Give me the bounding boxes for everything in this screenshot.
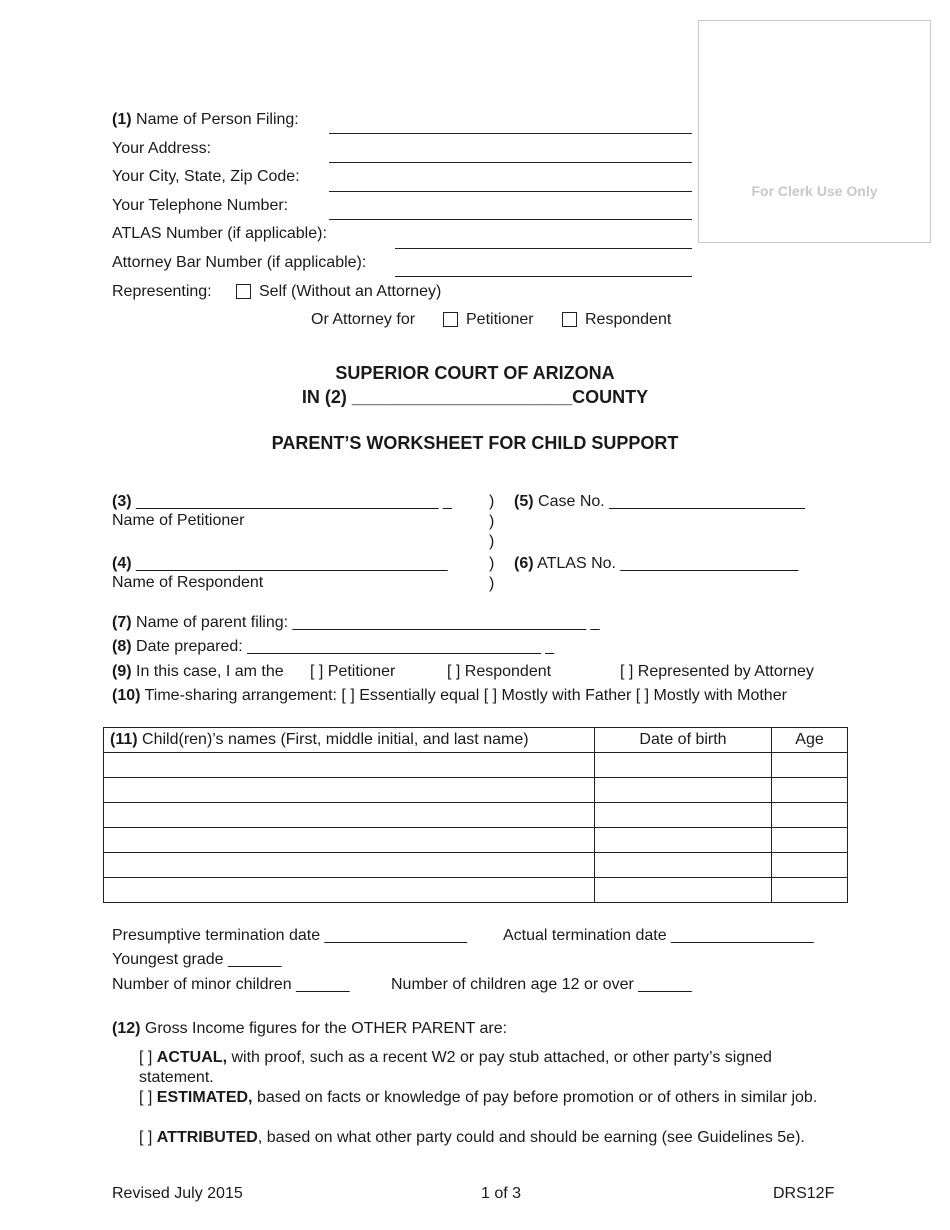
i-am-petitioner-option[interactable]: [ ] Petitioner (310, 663, 396, 680)
option-checkbox[interactable]: [ ] (139, 1089, 153, 1106)
field-number: (12) (112, 1020, 141, 1037)
child-name-cell[interactable] (104, 753, 595, 778)
atlas-no-field[interactable] (514, 555, 798, 573)
county-line: IN (2) ______________________COUNTY (301, 387, 649, 407)
attributed-income-option[interactable] (139, 1128, 849, 1148)
city-state-zip-input-line[interactable] (329, 191, 692, 192)
dob-cell[interactable] (595, 778, 772, 803)
revised-date: Revised July 2015 (112, 1185, 243, 1202)
person-filing-input-line[interactable] (329, 133, 692, 134)
field-blank: __________________________________ _ (136, 493, 452, 510)
estimated-income-option[interactable] (139, 1088, 849, 1108)
person-filing-label (112, 111, 299, 129)
field-number: (8) (112, 638, 132, 655)
option-checkbox[interactable]: [ ] (139, 1129, 153, 1146)
respondent-label: Respondent (585, 311, 672, 328)
field-number: (10) (112, 687, 141, 704)
age-cell[interactable] (772, 778, 848, 803)
age-cell[interactable] (772, 853, 848, 878)
representing-label: Representing: (112, 283, 212, 300)
dob-header: Date of birth (595, 728, 772, 753)
child-name-header (104, 728, 595, 753)
table-row (104, 853, 848, 878)
age-header: Age (772, 728, 848, 753)
date-prepared-field[interactable] (112, 638, 554, 656)
field-label: Name of parent filing: _________________________________ _ (136, 614, 600, 631)
time-sharing-field[interactable] (112, 687, 787, 705)
self-checkbox[interactable] (236, 284, 251, 299)
i-am-the-label (112, 663, 284, 681)
field-number: (7) (112, 614, 132, 631)
atlas-number-label: ATLAS Number (if applicable): (112, 225, 327, 242)
dob-cell[interactable] (595, 753, 772, 778)
option-description: based on facts or knowledge of pay before promotion or of others in similar job. (256, 1089, 818, 1106)
petitioner-name-label: Name of Petitioner (112, 512, 245, 529)
caption-paren: ) (489, 513, 495, 530)
page-number: 1 of 3 (481, 1185, 522, 1202)
case-number-field[interactable] (514, 493, 805, 511)
field-number: (5) (514, 493, 534, 510)
age-cell[interactable] (772, 803, 848, 828)
child-name-cell[interactable] (104, 853, 595, 878)
table-header-row (104, 728, 848, 753)
address-label: Your Address: (112, 140, 212, 157)
field-label: ATLAS No. ____________________ (537, 555, 799, 572)
children-over-12-field[interactable]: Number of children age 12 or over ______ (391, 976, 692, 993)
clerk-use-box (698, 20, 931, 243)
caption-paren: ) (489, 533, 495, 550)
field-label: Time-sharing arrangement: [ ] Essentially equal [ ] Mostly with Father [ ] Mostly with Mother (144, 687, 787, 704)
petitioner-label: Petitioner (466, 311, 534, 328)
or-attorney-label: Or Attorney for (311, 311, 416, 328)
child-name-cell[interactable] (104, 803, 595, 828)
attorney-bar-input-line[interactable] (395, 276, 692, 277)
attorney-bar-label: Attorney Bar Number (if applicable): (112, 254, 367, 271)
respondent-checkbox[interactable] (562, 312, 577, 327)
actual-income-option[interactable] (139, 1048, 849, 1088)
income-heading (112, 1020, 507, 1038)
petitioner-name-line[interactable] (112, 493, 452, 511)
table-row (104, 878, 848, 903)
caption-paren: ) (489, 493, 495, 510)
dob-cell[interactable] (595, 828, 772, 853)
child-name-cell[interactable] (104, 778, 595, 803)
field-label: In this case, I am the (136, 663, 284, 680)
field-label: Case No. ______________________ (538, 493, 805, 510)
caption-paren: ) (489, 555, 495, 572)
form-code: DRS12F (773, 1185, 835, 1202)
header-label: Child(ren)’s names (First, middle initial, and last name) (142, 731, 529, 748)
children-table (103, 727, 848, 903)
field-number: (1) (112, 111, 132, 128)
table-row (104, 803, 848, 828)
telephone-input-line[interactable] (329, 219, 692, 220)
dob-cell[interactable] (595, 853, 772, 878)
option-title: ACTUAL, (156, 1049, 228, 1066)
clerk-use-label: For Clerk Use Only (751, 183, 878, 199)
field-number: (9) (112, 663, 132, 680)
table-row (104, 778, 848, 803)
respondent-name-line[interactable] (112, 555, 447, 573)
option-title: ATTRIBUTED (156, 1129, 258, 1146)
age-cell[interactable] (772, 878, 848, 903)
parent-filing-field[interactable] (112, 614, 600, 632)
age-cell[interactable] (772, 828, 848, 853)
option-description: , based on what other party could and should be earning (see Guidelines 5e). (257, 1129, 805, 1146)
field-blank: ___________________________________ (136, 555, 448, 572)
address-input-line[interactable] (329, 162, 692, 163)
telephone-label: Your Telephone Number: (112, 197, 289, 214)
youngest-grade-field[interactable]: Youngest grade ______ (112, 951, 282, 968)
represented-by-attorney-option[interactable]: [ ] Represented by Attorney (620, 663, 814, 680)
table-row (104, 753, 848, 778)
option-checkbox[interactable]: [ ] (139, 1049, 153, 1066)
field-number: (4) (112, 555, 132, 572)
city-state-zip-label: Your City, State, Zip Code: (112, 168, 300, 185)
field-label: Gross Income figures for the OTHER PARENT are: (144, 1020, 508, 1037)
presumptive-termination-field[interactable]: Presumptive termination date ________________ (112, 927, 467, 944)
i-am-respondent-option[interactable]: [ ] Respondent (447, 663, 552, 680)
field-number: (11) (110, 731, 138, 748)
option-description: with proof, such as a recent W2 or pay stub attached, or other party’s signed statement. (139, 1049, 772, 1086)
caption-paren: ) (489, 575, 495, 592)
actual-termination-field[interactable]: Actual termination date ________________ (503, 927, 814, 944)
respondent-name-label: Name of Respondent (112, 574, 264, 591)
child-name-cell[interactable] (104, 828, 595, 853)
page-title: PARENT’S WORKSHEET FOR CHILD SUPPORT (271, 433, 679, 453)
self-label: Self (Without an Attorney) (259, 283, 442, 300)
option-title: ESTIMATED, (156, 1089, 253, 1106)
table-row (104, 828, 848, 853)
dob-cell[interactable] (595, 878, 772, 903)
minor-children-field[interactable]: Number of minor children ______ (112, 976, 350, 993)
field-number: (6) (514, 555, 534, 572)
age-cell[interactable] (772, 753, 848, 778)
field-number: (3) (112, 493, 132, 510)
field-label: Name of Person Filing: (136, 111, 299, 128)
field-label: Date prepared: _________________________________ _ (136, 638, 555, 655)
atlas-number-input-line[interactable] (395, 248, 692, 249)
dob-cell[interactable] (595, 803, 772, 828)
child-name-cell[interactable] (104, 878, 595, 903)
court-name: SUPERIOR COURT OF ARIZONA (335, 363, 615, 383)
petitioner-checkbox[interactable] (443, 312, 458, 327)
